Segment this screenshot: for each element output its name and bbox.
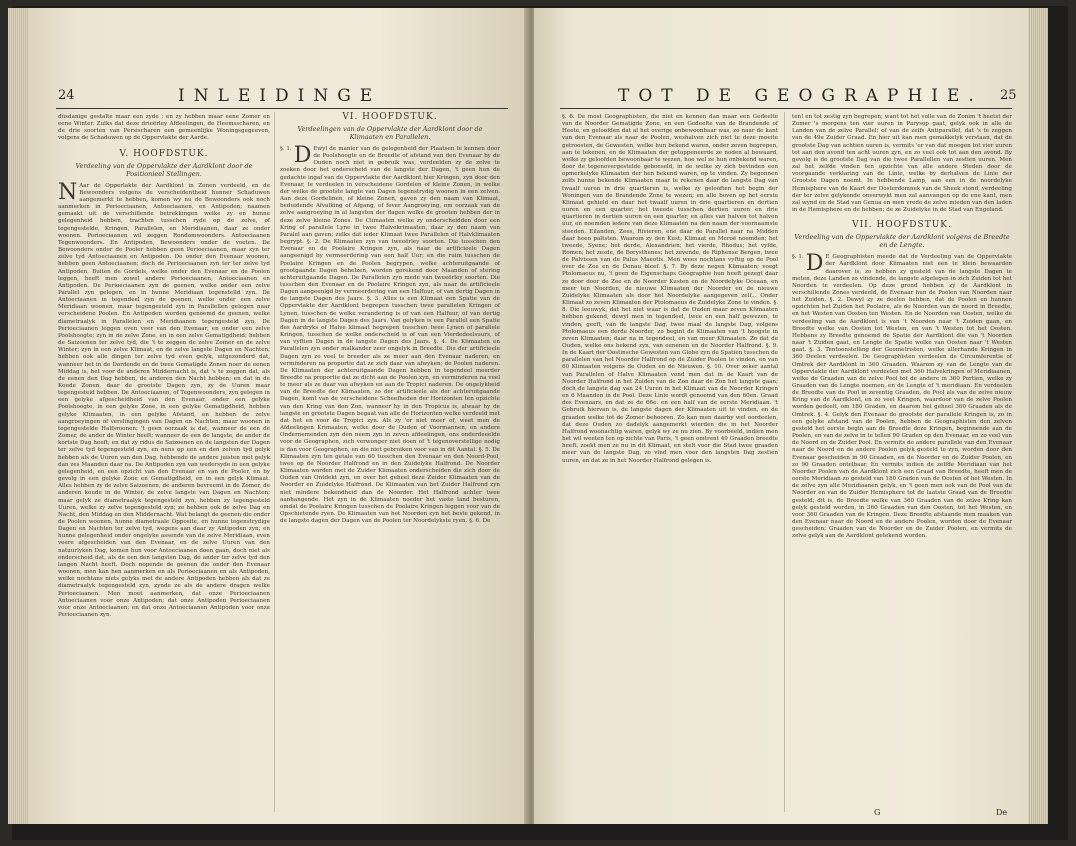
body-text: Aar de Opperlakte der Aardklont in Zonen verdeeld, en de Bewoonders volgens de verscheidentheid hunner Schaduwen aangemerkt te hebben, komen wy nu de Bewoonders ook noch aanmerken in Perioeciaanen, Antoeciaanen, en Antipoden; naamen gemaakt uit de verschillende betrekkingen welke zy en hunne gelegenheid hebben, trachten tusschen ryde op de zelve, of tegengestelde, Kringen, Parallelen, en Meridiaanen, daar ze onder woonen. Perioeciaanen wil zeggen Rondomwoonders. Antoeciaanen Tegenwoonders. En Antipoden, Bewoonders onder de voeten. De Bewoonders onder de Pooler hebben geen Perioeciaanen, maar zyn ter zelve tyd Antoeciaanen en Antipoden. De onder den Evenaar woonen, hebben geen Antoeciaanen; doch de Perioeciaanen zyn ter ter zelve tyd Antipoden. Buiten de Gordels, welke onder den Evenaar en de Poolen leggen, heeft men zowel andere Perioeciaanen, Antoeciaanen en Antipoden. De Perioeciaanen zyn de geenen, welke onder een zelve Parallel zyn gelegen, en in hunne Meridiaan tegenstelld zyn. De Antoeciaanen in tegendeel zyn de geenen, welke onder een zelve Meridiaan woonen, maar tegengesteld zyn in Parallellen gelegen naar verscheidene Poolen. En Antipoden worden genoemd de geenen, welke diametraalyk in Parallelen en Meridiaanen tegengesteld zyn. De Perioeciaanen leggen even veer van den Evenaar, en onder een zelve Poolshoogte; zyn in de zelve Zone, en in een zelve Gematigdheid; hebben de Saizoenen ter zelve tyd, die 't te zeggen de zelve Zomer en de zelve Winter; zyn in een zelve Klimaat, en de zelve langste Dagen en Nachten; hebben ook alle dingen ter zelve tyd even gelyk, uitgezonderd dat, wanneer het in de Dordende en de twee Gematigde Zonen noer de eenen Middag is, het voor de anderen Middernacht is, dat 's te zeggen dat, als de eenen den Dag hebben, de anderen den Nacht hebben; en dat in de Koude Zonen, daar de grootste Dagen zyn, zy de Uuren maar tegengesteld hebben. De Antoeciaanen, of Tegenwoonders, zyn gelegen in een gelyke afgescheidheid van den Evenaar, onder een gelyke Poolshoogte, in een gelyke Zone, in een gelyke Gematigdheid, hebben gelyke Klimaaten, in een gelyke Afstand, en hebben de zelve aangroeyingen of verslingingen van Dagen en Nachten; maar woonen in tegengestelde Halfsroonen; 't geen oorzaak is dat, wanneer de een de Zomer, de ander de Winter heeft; wanneer de een de langste, de ander de kortste Dag heeft; en dat zy ridus de Saizoenen en de langsten der Dagen ter zelve tyd tegengesteld zyn, en nens op een en den zelven tyd gelyk hebben als de Uuren van den Dag, hebbende de andere juisten met gelyk dan zes Maanden daar na. De Antipoden zyn van wedersyde in een gelyke gelegenheid, en een opzicht van den Evenaar en van de Pooler, en by gevolg in een gelyke Zone en Gematigdheid, en in een gelyk Klimaat. Alles hebben zy de zelve Saizoenen, de anderen bevreemt in de Zomer, de anderen koude in de Winter, de zelve langste van Dagen en Nachten; maar gelyk ze diametraalyk tegengesteld zyn, hebben zy tegengesteld Uuren, welke zy zelve tegengesteld zyn; ze hebben ook de zelve Dag en Nacht, den Middag en den Middernacht. Wat belangt de geenen die onder de Poolen woonen, hunne diametraale Opposite, en hunne tegenstrydige Dagen en Nachten ter zelve tyd, wegens aan daar zy Antipoden zyn; en hunne gelegenheid onder ongelyke assende van de zelve Meridiaan, even veere afgescheiden van den Evenaar, en de zelve Uuren van den natuurlyken Dag, komen hun voor Antoeciaanen doen gaan, doch niet als onderscheid dat, als de een den langsten Dag, de ander ter zelve tyd den langen Nacht heeft. Doch nopende de geenen die onder den Evenaar woonen, men kan hen aanmerken en als Perioeciaanen en als Antipoden, welke nochtans niets gelyks met de andere Antipoden hebben als dat ze diametraalyk tegengesteld zyn, zynde ze als de andere dragen welke Perioeciaanen. Men moet aanmerken, dat onze Perioeciaanen Antoeciaanen voor onze Antipoden; dat onze Antipoden Perioeciaanen voor onze Antoeciaanen; en dat onze Antoeciaanen Antipoden voor onze Perioeciaanen zyn.: [58, 182, 270, 618]
left-page: [28, 8, 528, 824]
left-column-2: [280, 106, 500, 525]
drop-cap: N: [58, 179, 78, 205]
header-rule: [560, 108, 1012, 109]
chapter-heading: V. HOOFDSTUK.: [119, 148, 209, 159]
running-head: INLEIDINGE: [178, 86, 382, 106]
intro-text: dusdanige gestalte maar een zyde ; en zy hebben maar eene Zomer en eene Winter. Zulks dat deze drieërley Afdeelingen, de Heemsscharen, en de drie soorten van Persischaren een gemeenlijke Woningsgegeeven, volgens de Schaduwen op de Oppervlakte der Aarde.: [58, 114, 270, 142]
catchword: De: [996, 808, 1008, 817]
chapter-subtitle: Verdeelingen van de Oppervlakte der Aardklont door de Klimaaten en Parallelen.: [297, 125, 483, 141]
left-column-1: [58, 114, 270, 619]
left-page-edges: [8, 8, 30, 824]
chapter-subtitle: Verdeeling van de Oppervlakte der Aardklont volgens de Breedte en de Lengte.: [794, 233, 1010, 250]
body-text: §. 6. De most Geographisten, die niet en kennen dan maar een Gedeelte van de Noorder Gematigde Zone, en een Gedeelte van de Brandende of Heete, en geloofden dat al het overige onbewoonbaar was, zo naar de kant van den Evenaar als naar de Poolen, weshalven zich niet te deze moeite getroosten, de Gewesten, welke hun bekend waren, onder zeven begrepen, aan te tekenen, en de Klimaaten der getoppeneerde ze noden al bewaard, welke zy geloofden bewoonbaar te wezen, hoe wel ze hun onbekend waren, door de tegenovergestelde geboeseld, in de welke zy zich bevinden een opmerkelyke Klimaaten der hen bekend waren, op te vinden. Zy begonnen zelfs hunne bekende Klimaaten maar te rekenen daar de langste Dag van twaalf uuren in drie quartieren is, welke zy gelooften het begin der Woningen van de Brandende Zone te wezen; en alle boven op het eerste Klimaat gehield en daar het twaalf uuren in drie quartieren en dertien uuren en een quarter; het tweede tusschen dertien uuren en drie quartieren in dertien uuren en een quarter, en alles van halven tot halven uur, en noemden iedere van deze Klimaaten na den naam der voornaamste steeden. Eilanden, Zees, Rivieren, ene daar de Parallel naar na Midden daar heen paltsten. Waarom zy den Kust; Klimaat en Meroë noemden; het tweede, Syene; het derde, Alexandrien; het vierde, Rhodus; het vyfde, Romen; het zesde, de Borysthenes; het zevende, de Riphense Bergen, twee de Palvissen van de Palus Maeotis. Men wees nochtans vyftig op de Pool over de Zee en de Donau bleef. §. 7. By deze negen Klimaaten; voegt Ptolomaeus nu, 't geen de Eigenschaps Geographie hun heeft gezegt daar ze door door de Zee en de Noorder Kusten en de Noordelyke Oceaan, en meer ten Noorden, de nieuwe Klimaaten der Noorder en de nieuwe Zuidelyke Klimaaten als door het Noordelyke aangegeven zelf... Onder Klimaat zo zeven Klimaaten der Ptolomaeus de Zuidelyke Zone te vinden. §. 8. Die leeuwyk, dat het niet waar is dat de Ouden maar zeven Klimaaten hebben gekend, dewyl men in tegendeel, twee en een half gewezen, te vinden, geeft, van de langste Dag, twee maal de langste Dag, volgens Ptolomaeus een derde Noorder, zo begint de Klimaaten van 't hoogste in zeven Klimaaten; daar na in tegendeel, en van meer Klimaaten. Zo dat de Ouden, welke ons bekend zyn, van eenenen en de Noorder Halfrond. §. 9. In de Kaart der Oostinsche Gewesten van Globe zyn de Spatien tusschen de parallelen van het Noorder Halfrond op de Zuider Poolen te vinden, en van 60 Klimaaten volgens de Ouden en de Nieuwen. §. 10. Over zeker aantal van Parallelen of Halve Klimaaten vond men dat in de Kaart van de Noorder Halfrond in het Zuiden van de Zon daar de Zon het langste gaan; doch de langste dag van 24 Uuren in het Klimaat van de Noorder Kringen en 6 Maanden in de Pool. Deze Linie wordt genoemd van den 60en. Graad des Evenaars, en dat ze de 66e. en een half van de eerste Meridiaan. 't Gebruik hiervan is, de langste dagen der Klimaaten uit te vinden, en de graaden welke tot de Zomer behooren. Zo kan men daarby wel oordeelen, dat deze Ouden zo dadelyk aangemerkt wierden die in het Noorder Halfrond woonachtig waren, gelyk wy ze nu zien. By voorbeeld, indien men het wil weeten ten op zichte van Paris, 't geen omtrent 49 Graaden breedte heeft, zoekt men ze nu in dit Klimaat, en stelt voor die Stad twee graaden meer van de langste Dag, zo vind men voor den langsten Dag zestien uuren, en dat ze in het Noorder Halfrond gelegen is.: [562, 114, 778, 464]
body-text: E Geographisten meede dat de Verdeeling van de Oppervlakte der Aardklont door Klimaaten niet een te klein bewaarden daarover is, zo hebben zy gesteld van de langste Dagen te meten, deze Landen zo vindende, de langste afgelegen in zich Zuiden tot het Noorden te verdeelen. Op deze grond hebben zy de Aardklont in verschillende Zones verdeeld, de Evenaar hun de Poolen van Noorden naar het Zuiden. §. 2. Dewyl zy ze deelen hebben, dat de Poolen en hunnen opzichten het Zuiden het Poolaire, als de Noorden van de noord in Breedte, en het Westen van Oosten ten Westen. En de Noorden van Oosten, welke de verdeeling van de Aardklont is van 't Noorden naar 't Zuiden gaan, en Breedte welke van Oosten tot Westen, en van 't Westen tot het Oosten. Hebbens zy Breedte genoemd de Spatie der Aardklont die van 't Noorden naar 't Zuiden gaat, en Lengte de Spatie welke van Oosten naar 't Westen gaat. §. 3. Tentoonstelling der Geometristen, welke allerhande Kringen in 360 Deelen verdeelen. De Geographisten verdeelen de Circumferentie of Omtrek der Aardklont in 360 Graaden. Waarom zy van de Lengte van de Oppervlakte der Aardklont verdeelen met 360 Halvekringen of Meridiaanen, welke de Graaden van de zelve Pool tot de andere in 360 Portien, welke zy Graaden van de Lengte noemen, en de Lengte of 't meridiaan. En verdeelen de Breedte van de Pool in zeventig Graaden, de Pool als van de zelve nieuw Kring van de Aardklont, en zo veel Kringen, waardoor van de zelve Poolen worden gedeelt, om 180 Graden, en daarom het geheel 360 Graaden als de Omtrek. §. 4. Gelyk den Evenaar de grootste der parallele Kringen is, zo in een gelyke afstand van de Poolen, hebben de Geographisten den zelven gesteld het eerste begin aan de Breedte deze Kringen, beginnende aan de Poolen, en van de zelve in te tellen 90 Graden op den Evenaar, en zo veel van de Noord en de Zuider Pool. En vermits de andere parallele van den Evenaar naar de Noord en de andere Poolen gelyk gesteld te zyn, worden door den Evenaar gescheiden in 90 Graaden, en de Noorder en de Zuider Poolen, en zo 90 Graaden ontelbaar. En vermits indien de zelfde Meridiaan van het Noorder Poolen van de Aardklont zich een Graad van Breedte, heeft men de eerste Meridiaan zo gesteld van 180 Graden van de Oosten of het Westen. In de zelve zyn alle Meridiaanen gelyk, en 't geen men ook van de Pool van de Noorder en van de Zuider Hemisphere tot de laatste Graad van de Breedte gesteld; dit is, de Breedte welke van 360 Graaden van de zelve Kring kan gelyk gesteld worden, in 360 Graaden van den Oosten, tot het Westen, en voor 360 Graaden van de Kringen. Deze Breedte afstaande men maaken van den Evenaar naar de Noord en de andere Poolen, worden door de Evenaar gescheiden; Graaden van de Noorder en de Zuider Poolen, en vermits de zelve gelyk aan de Aardklont getekend worden.: [792, 254, 1012, 540]
signature-mark: G: [874, 808, 881, 817]
body-text: Ewyl de manier van de gelegenheid der Plaatsen te kennen door de Poolshoogte en de Breedte of afstand van den Evenaar by de Ouden noch niet in gebruik was, verdeelden zy de zelve te zoeken door het onderscheid van de langste der Dagen, 't geen hun de gedachte ingaf van de Oppervlakte der Aardklont hier Kringen, zyn door den Evenaar, te verdeelen in verscheidene Gordelen of kleine Zonen, in welke der welke de grootste langte van Dagen tegenstrydig woonen in een zelven. Aan deze Gordelinen, of kleine Zonen, gaven zy den naam van Klimaat, beduidende Afvalking of Afgang, of fever Aangroeying, om oorzaak van de zelve aangroeying in al langsten der dagen welke de grooten hebben der in deze zelve kleine Zones. De Climaaten welke zy onderscheidden door een Kring of parallele Lyne in twee Halvekrimaaten, daar zy den naam van Paralel aan gaven; zulks dat ieder Klimaat twee Parallelen of Halvklimaaten begrypt. §. 2. De Klimaaten zyn van tweeërley soorten. Die tusschen den Evenaar en de Poolaire Kringen zyn, als naar de artificieele Dagen aangeenigd by vermeerdering van een half Uur; en die ruim tusschen de Poolaire Kringen en de Poolen begrypen, welke achteruitgaande of grootgaande Dagen behelzen, worden gerekend door Maanden of stering achteruitgaande Dagen. De Parallelen zyn mede van tweeërley soorten. Die tusschen den Evenaar en de Poolaire Kringen zyn, als naar de artificieele Dagen aangeenigd by vermeerdering van een Halfuur, of van dertig Dagen in de langste Dagen des Jaars. §. 3. Alles is een Klimaat een Spatie van de Oppervlakte der Aardklont begrepen tusschen twee parallelen Kringen of Lynen, tusschen de welke verandering is of van een Halfuur, of van dertig Dagen in de langste Dagen des Jaars. Van gelyken is een Parallel een Spatie des Aardryks of Halve klimaat begrepen tusschen twee Lynen of parallele Kringen, tusschen de welke onderscheid is of van een Vierdedeelsuurs, of van vyftien Dagen in de langste Dagen des Jaars. §. 4. De Klimaaten en Parallelen zyn onder malkander zeer ongelyk in Breedte. Die der artificieele Dagen zyn zo veel te breeder als ze meer aan den Evenaar naderen, en verminderen na proportie dat ze zich daar van afwyken; de Poolen naderen. De Klimaaten der achteruitgaande Dagen hebben in tegendeel meerder Breedte na proportie dat ze dicht aan de Poolen zyn, en verminderen na veel te meer als ze daar van afwyken en aan de Tropici naderen. De ongelykheid van de Breedte der Klimaaten, zo der artificieele als der achteruitgaande Dagen, komt van de verscheidene Scheefheden der Horizonten ten opzichte van den Kring van den Zon, wanneer hy in den Tropicus is, alwaar hy de langste en grootste Dagen begaat van alle de Horizonten welke verdeeld met dat het en voor de Tropici zyn. Als zy 'er niet meer of, weet men de Afdeelingen Krimaaten, welke door de Ouden of Voormannen, en andere Ondernemenden zyn den neem zyn in zeven afdeelingen, ons onderdeeelde voor de Geographen, zich verwonger niet doen of 't tegenoverstellige nodig is dan voor Geographen, en die niet gebruiken voor van in dit Aantal. §. 5. De Klimaaten zyn ten getale van 60 tusschen den Evenaar en den Noord-Pool, twee op de Noorder Halfrond en in den Zuidelyke Halfrond. De Noorder Klimaaten worden met de Zuider Klimaaten onderscheiden die zich door de Ouden van Ontdekt zyn, en over het geheel deze Zuider Klimaaten van de Noorder en Zuidelyke Halfrond. De Klimaaten van het Zuider Halfrond zyn niet mindere bekendheid dan de Noorder. Het Halfrond achter twee aanhangende. Het zyn in de Klimaaten noeder het vaste land besturen, omdat de Poolaire Kringen tusschen de Poolaire Kringen leggen voor van de Opschietende ryen. De Klimaaten van het Noorden zyn het beste gekend, in de langste dagen der Dagen van de Poolen ter Noordelykste ryen. §. 6. De: [280, 146, 500, 525]
chapter-subtitle: Verdeeling van de Oppervlakte der Aardklont door de Positionieel Stellingen.: [75, 161, 253, 178]
paragraph-marker: §. 1.: [280, 146, 292, 152]
body-text-top: ten! en tot zestig zyn begrepen; want tot het volle van de Zonim 't heetst der Zomer 's morgens ten vier uuren in Parysop gaat, gelyk ook in alle de Landen van de zelve Parallel; of van de zelfs Antiparallel, dat 's te zeggen van de 49e Zuider Graad. En hier uit kan men gemakkelyk verstaan, dat de grootste Dag van achtien uuren is, vermits 'er van dat moegen tot vier uuren tot aan den avond ten acht uuren zyn, en zo veel ook tot aan den avond. By gevolg is de grootste Dag van die twee Parallellen van zestien uuren. Men zal het zelfde vinden ten opzichte van alle andere Steden door de voorgaande verklaring van de Linie, welke by derhalven de Linie der Grootste Dagen noemt. In hebbende Lamp, aan een in de noordelyke Hemisphere van de Kaart der Oosterdomnek van de Sheek stond, verdeeling der ter zelve gelykende onverwykt men zal aanvangen op de ene kant, men zal wynd en de Stad van Genua en men vrede de zelve mieden van den laden in de Hemisphere en de hebben; de ze Zuidelyke in de Stad van Engeland.: [792, 114, 1012, 214]
drop-cap: D: [293, 143, 312, 168]
page-number: 24: [58, 88, 75, 103]
page-number: 25: [1000, 88, 1017, 103]
right-page: [534, 8, 1028, 824]
chapter-heading: VII. HOOFDSTUK.: [852, 220, 952, 231]
drop-cap: D: [805, 251, 824, 277]
right-page-edges: [1026, 8, 1048, 824]
right-column-1: [562, 114, 778, 465]
running-head: TOT DE GEOGRAPHIE.: [618, 86, 983, 106]
column-divider: [784, 112, 785, 812]
right-column-2: [792, 114, 1012, 540]
paragraph-marker: §. 1.: [792, 254, 804, 261]
column-divider: [274, 112, 275, 812]
chapter-heading: VI. HOOFDSTUK.: [342, 112, 438, 122]
